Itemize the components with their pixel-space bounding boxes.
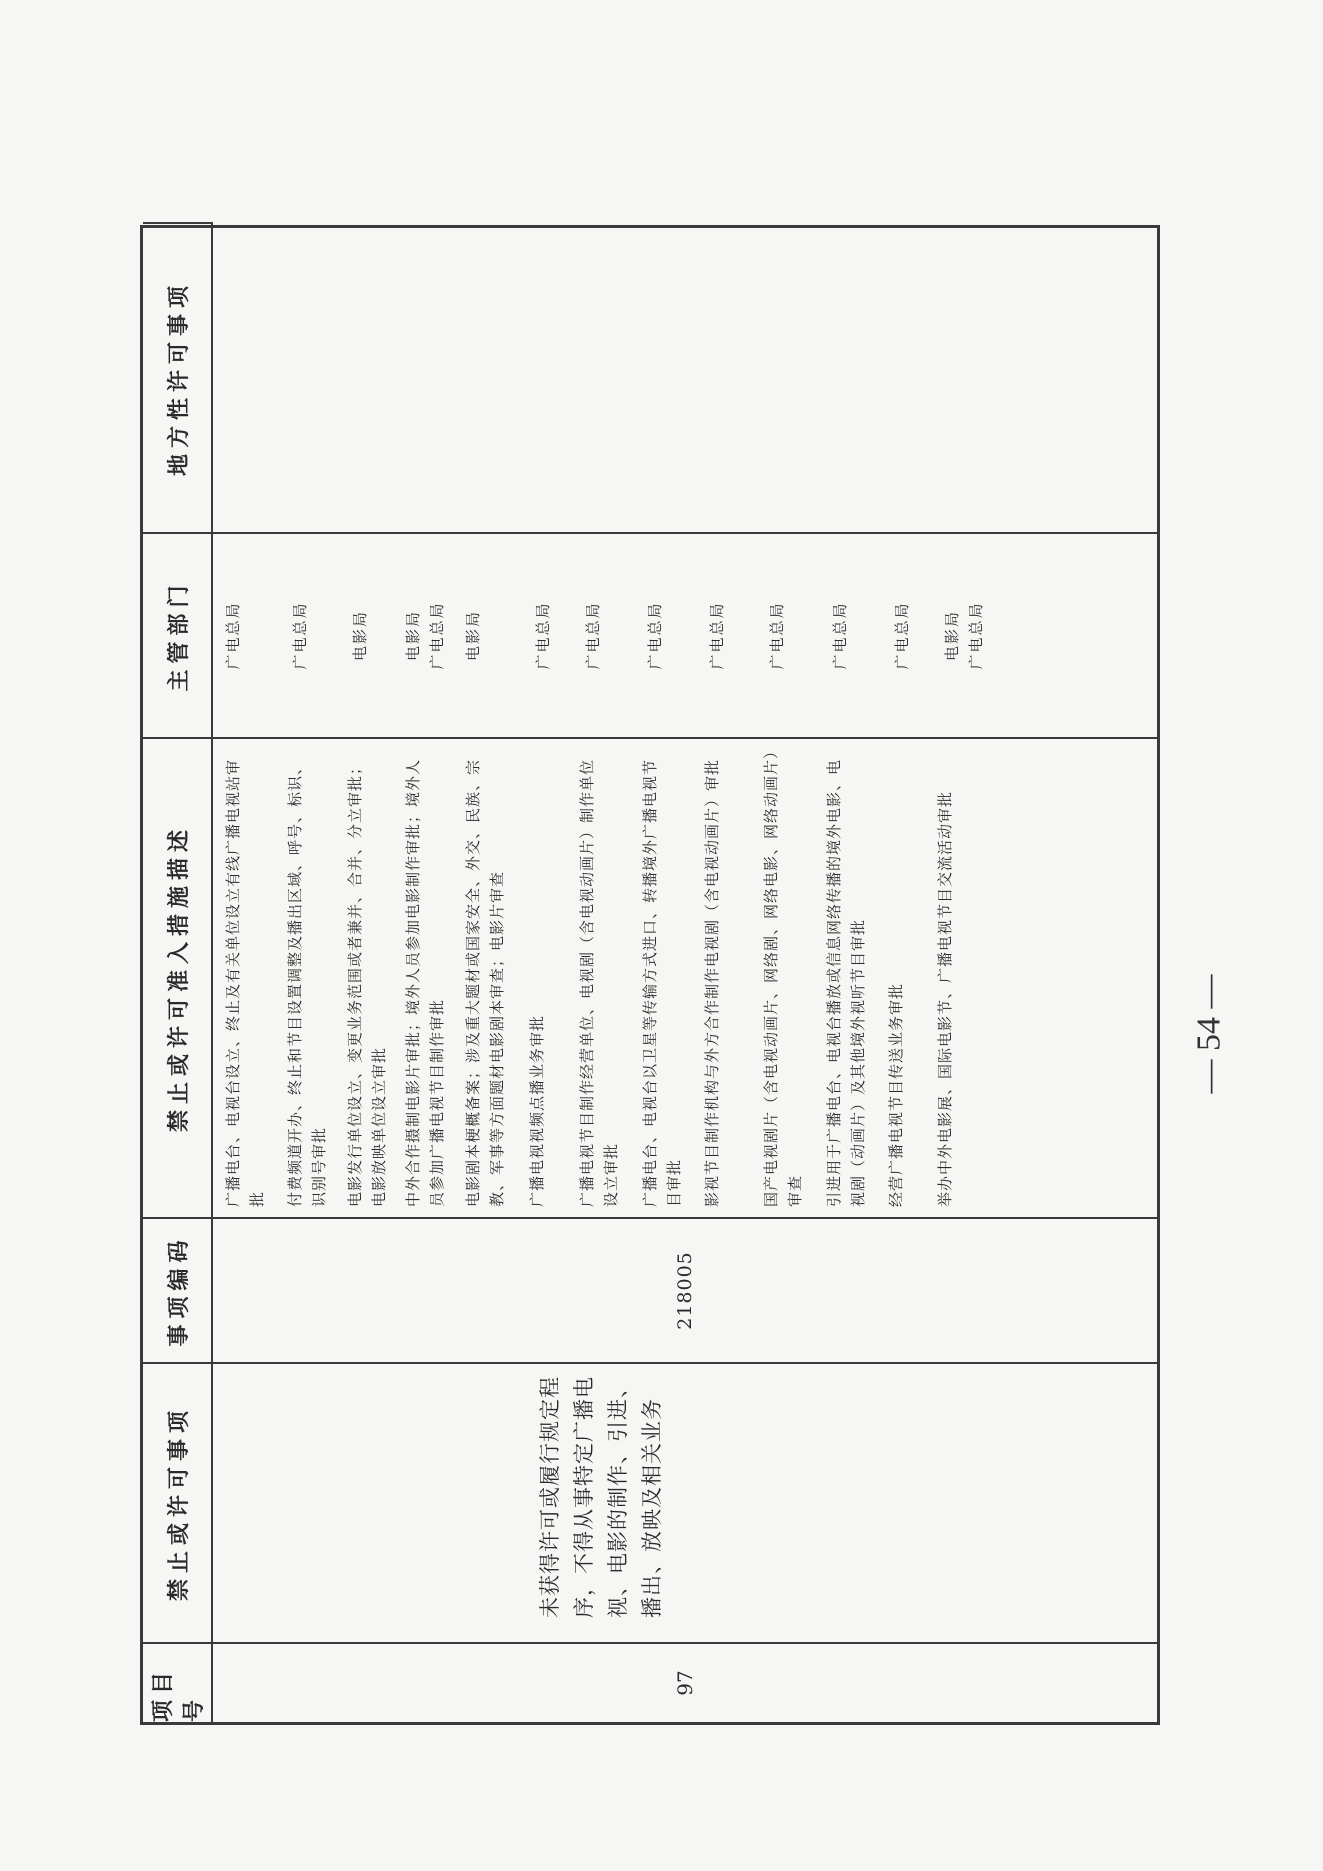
header-department: 主管部门	[143, 532, 213, 737]
cell-departments	[213, 532, 1157, 737]
header-code: 事项编码	[143, 1217, 213, 1362]
measure-text: 影视节目制作机构与外方合作制作电视剧（含电视动画片）审批	[703, 758, 721, 1207]
measure-text: 中外合作摄制电影片审批；境外人员参加电影制作审批；境外人员参加广播电视节目制作审批	[404, 758, 446, 1207]
cell-local	[213, 222, 1157, 532]
measure-text: 广播电台、电视台设立、终止及有关单位设立有线广播电视站审批	[224, 758, 266, 1207]
department-text: 电影局 广电总局	[943, 601, 985, 670]
measure-text: 广播电台、电视台以卫星等传输方式进口、转播境外广播电视节目审批	[641, 758, 683, 1207]
department-text: 广电总局	[646, 601, 664, 670]
department-text: 广电总局	[893, 601, 911, 670]
department-text: 电影局	[464, 610, 482, 662]
measure-text: 电影剧本梗概备案；涉及重大题材或国家安全、外交、民族、宗教、军事等方面题材电影剧本审查；电影片审查	[464, 758, 506, 1207]
measure-text: 举办中外电影展、国际电影节、广播电视节目交流活动审批	[936, 790, 954, 1207]
measure-text: 经营广播电视节目传送业务审批	[887, 982, 905, 1207]
cell-measures	[213, 737, 1157, 1217]
department-text: 广电总局	[534, 601, 552, 670]
header-local: 地方性许可事项	[143, 222, 213, 532]
department-text: 电影局 广电总局	[404, 601, 446, 670]
header-item-no: 项目号	[143, 1642, 213, 1722]
header-item-name: 禁止或许可事项	[143, 1362, 213, 1642]
measure-text: 付费频道开办、终止和节目设置调整及播出区域、呼号、标识、识别号审批	[286, 758, 328, 1207]
department-text: 广电总局	[584, 601, 602, 670]
department-text: 广电总局	[768, 601, 786, 670]
cell-code: 218005	[213, 1217, 1157, 1362]
cell-item-no: 97	[213, 1642, 1157, 1722]
department-text: 广电总局	[831, 601, 849, 670]
department-text: 广电总局	[224, 601, 242, 670]
measure-text: 电影发行单位设立、变更业务范围或者兼并、合并、分立审批；电影放映单位设立审批	[346, 758, 388, 1207]
header-measure: 禁止或许可准入措施描述	[143, 737, 213, 1217]
measure-text: 广播电视节目制作经营单位、电视剧（含电视动画片）制作单位设立审批	[578, 758, 620, 1207]
cell-item-name: 未获得许可或履行规定程序，不得从事特定广播电视、电影的制作、引进、播出、放映及相关业务	[213, 1362, 1157, 1642]
department-text: 广电总局	[291, 601, 309, 670]
department-text: 电影局	[351, 610, 369, 662]
measure-text: 国产电视剧片（含电视动画片、网络剧、网络电影、网络动画片）审查	[762, 750, 804, 1207]
department-text: 广电总局	[708, 601, 726, 670]
regulation-table	[140, 225, 1160, 1725]
measure-text: 广播电视视频点播业务审批	[528, 1014, 546, 1207]
rotated-page	[140, 225, 1160, 1725]
measure-text: 引进用于广播电台、电视台播放或信息网络传播的境外电影、电视剧（动画片）及其他境外视听节目审批	[825, 758, 867, 1207]
page-number: — 54 —	[1190, 974, 1228, 1094]
